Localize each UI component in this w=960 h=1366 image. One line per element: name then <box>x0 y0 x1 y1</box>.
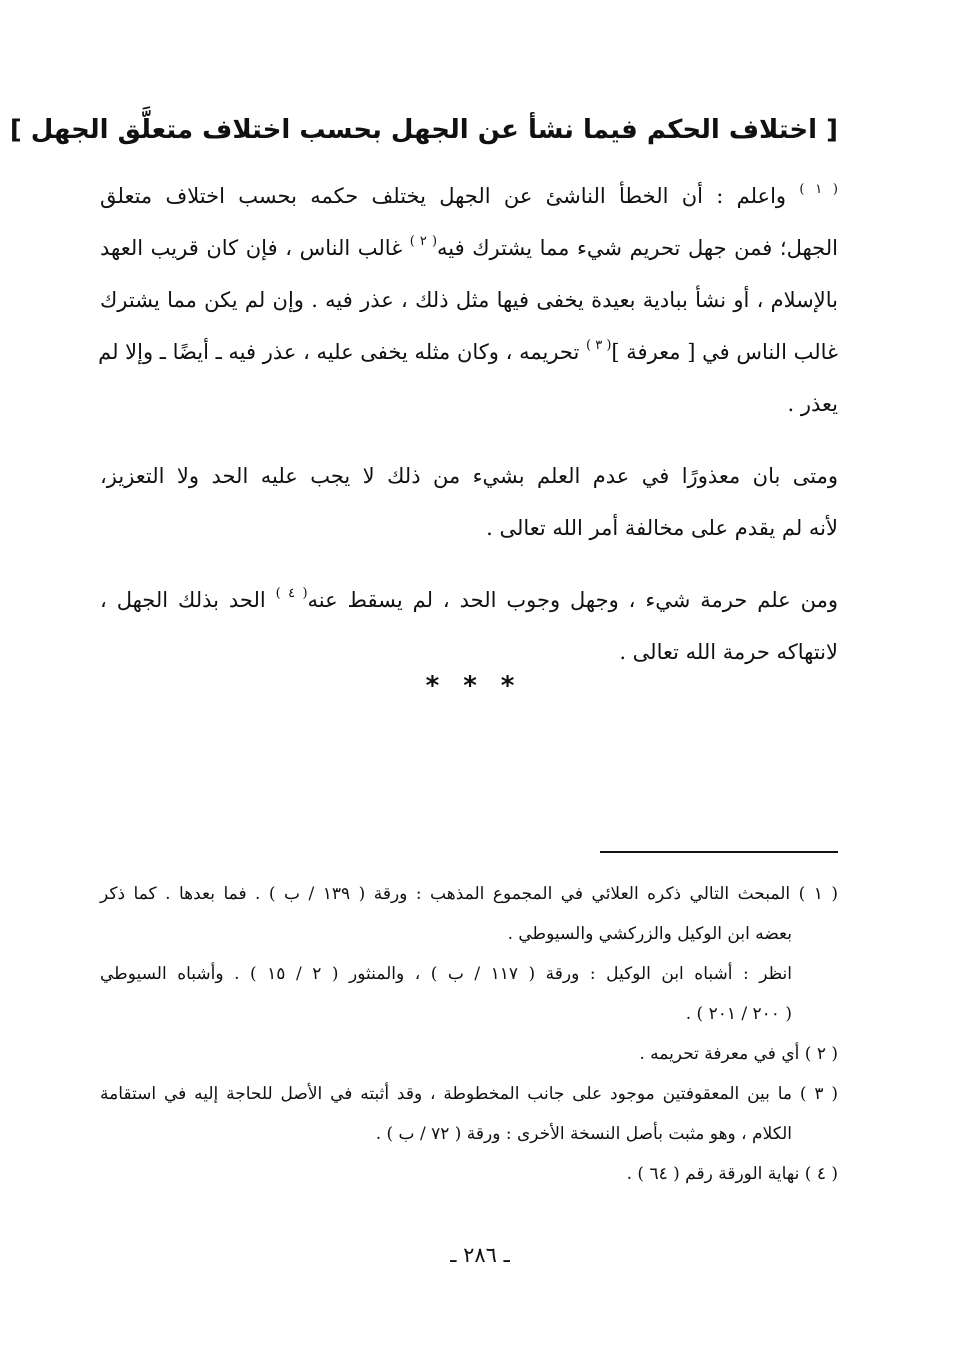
paragraph-3-line-1-text-b: الحد بذلك الجهل ، <box>100 588 266 612</box>
paragraph-2-line-1 <box>100 450 838 502</box>
separator-star: * <box>425 671 440 701</box>
separator-star: * <box>463 671 477 701</box>
paragraph-2 <box>100 450 838 554</box>
footnote-marker-2: ( ٢ ) <box>409 234 438 249</box>
footnote-1-line-2: بعضه ابن الوكيل والزركشي والسيوطي . <box>507 924 792 944</box>
paragraph-2-line-2 <box>100 502 838 554</box>
paragraph-1 <box>100 170 838 430</box>
paragraph-1-line-2-text-a: الجهل؛ فمن جهل تحريم شيء مما يشترك فيه <box>437 236 838 260</box>
section-heading: [ اختلاف الحكم فيما نشأ عن الجهل بحسب اختلاف متعلَّق الجهل ] <box>9 115 838 145</box>
footnote-4: ( ٤ ) نهاية الورقة رقم ( ٦٤ ) . <box>626 1164 838 1184</box>
paragraph-3-line-1-text-a: ومن علم حرمة شيء ، وجهل وجوب الحد ، لم يسقط عنه <box>307 588 838 612</box>
paragraph-3-line-1 <box>100 574 838 626</box>
footnotes <box>100 874 838 1194</box>
separator-star: * <box>500 671 515 701</box>
paragraph-3 <box>100 574 838 678</box>
paragraph-2-line-2-text: لأنه لم يقدم على مخالفة أمر الله تعالى . <box>486 516 838 540</box>
paragraph-1-line-4-text-a: غالب الناس في [ معرفة ] <box>611 340 838 364</box>
section-separator <box>400 668 540 704</box>
footnote-3-line-1: ( ٣ ) ما بين المعقوفتين موجود على جانب المخطوطة ، وقد أثبته في الأصل للحاجة إليه في استقامة <box>100 1084 838 1104</box>
paragraph-1-line-5-text: يعذر . <box>787 392 838 416</box>
paragraph-1-line-3-text: بالإسلام ، أو نشأ ببادية بعيدة يخفى فيها مثل ذلك ، عذر فيه . وإن لم يكن مما يشترك <box>100 288 838 312</box>
footnote-3-line-2: الكلام ، وهو مثبت بأصل النسخة الأخرى : ورقة ( ٧٢ / ب ) . <box>375 1124 792 1144</box>
page-number: ـ ٢٨٦ ـ <box>450 1243 510 1267</box>
paragraph-1-line-3 <box>100 274 838 326</box>
paragraph-2-line-1-text: ومتى بان معذورًا في عدم العلم بشيء من ذلك لا يجب عليه الحد ولا التعزيز، <box>100 464 838 488</box>
paragraph-1-line-5 <box>100 378 838 430</box>
footnote-divider <box>600 851 838 853</box>
main-text <box>100 170 838 678</box>
footnote-1-line-1: ( ١ ) المبحث التالي ذكره العلائي في المجموع المذهب : ورقة ( ١٣٩ / ب ) . فما بعدها . كما ذكر <box>100 884 838 904</box>
paragraph-1-line-4-text-b: تحريمه ، وكان مثله يخفى عليه ، عذر فيه ـ أيضًا ـ وإلا لم <box>98 340 580 364</box>
footnote-1-line-4: ( ٢٠٠ / ٢٠١ ) . <box>685 1004 792 1024</box>
footnote-marker-3: ( ٣ ) <box>586 338 612 353</box>
footnote-1-line-3: انظر : أشباه ابن الوكيل : ورقة ( ١١٧ / ب ) ، والمنثور ( ٢ / ١٥ ) . وأشباه السيوطي <box>100 964 792 984</box>
paragraph-1-line-2 <box>100 222 838 274</box>
footnote-marker-4: ( ٤ ) <box>275 586 308 601</box>
footnote-marker-1: ( ١ ) <box>799 182 838 197</box>
paragraph-1-line-2-text-b: غالب الناس ، فإن كان قريب العهد <box>100 236 403 260</box>
footnote-2: ( ٢ ) أي في معرفة تحريمه . <box>639 1044 838 1064</box>
paragraph-1-line-1 <box>100 170 838 222</box>
paragraph-1-line-1-text: واعلم : أن الخطأ الناشئ عن الجهل يختلف حكمه بحسب اختلاف متعلق <box>100 184 787 208</box>
paragraph-1-line-4 <box>100 326 838 378</box>
paragraph-3-line-2-text: لانتهاكه حرمة الله تعالى . <box>619 640 838 664</box>
